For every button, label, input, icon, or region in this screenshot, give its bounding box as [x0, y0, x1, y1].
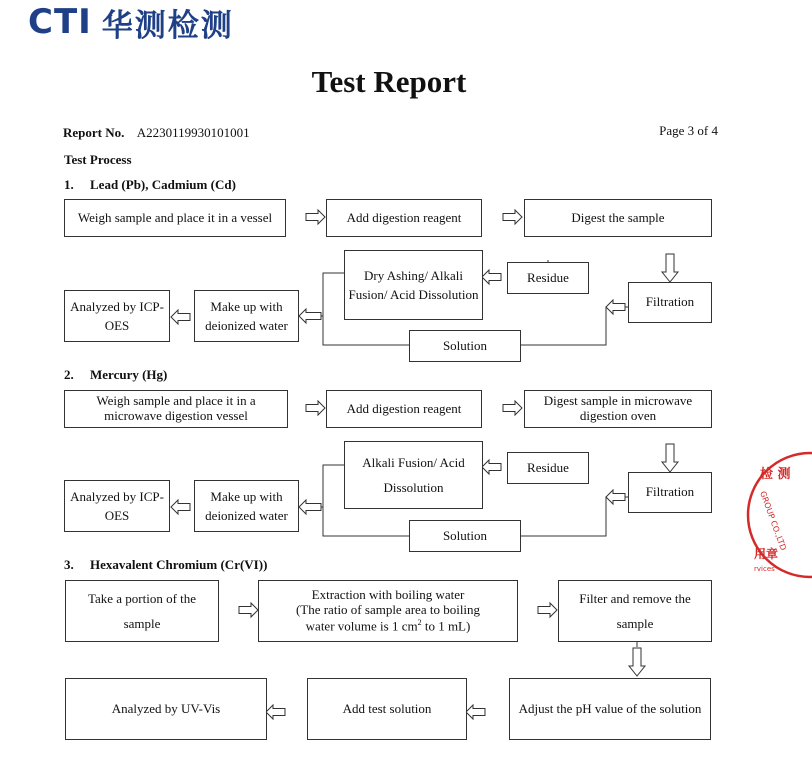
- section-1-number: 1.: [64, 177, 74, 192]
- flow3-add-test-solution-box: Add test solution: [307, 678, 467, 740]
- flow1-add-reagent-box: Add digestion reagent: [326, 199, 482, 237]
- stamp-text-2: GROUP CO.,LTD: [758, 489, 788, 552]
- flow2-solution-box: Solution: [409, 520, 521, 552]
- extraction-line-2: (The ratio of sample area to boiling: [295, 601, 481, 617]
- section-2-text: Mercury (Hg): [90, 367, 168, 382]
- flow1-analyzed-box: Analyzed by ICP-OES: [64, 290, 170, 342]
- page-indicator: Page 3 of 4: [659, 123, 718, 138]
- stamp-text-4: rvices: [754, 565, 775, 573]
- flow3-adjust-ph-box: Adjust the pH value of the solution: [509, 678, 711, 740]
- flow1-residue-box: Residue: [507, 262, 589, 294]
- extraction-superscript: 2: [417, 617, 422, 627]
- flow1-digest-box: Digest the sample: [524, 199, 712, 237]
- flow2-filtration-box: Filtration: [628, 472, 712, 513]
- report-number-label: Report No.: [63, 125, 125, 140]
- flow2-add-reagent-box: Add digestion reagent: [326, 390, 482, 428]
- flow2-analyzed-box: Analyzed by ICP-OES: [64, 480, 170, 532]
- report-number-value: A2230119930101001: [136, 125, 250, 140]
- section-2-number: 2.: [64, 367, 74, 382]
- flow1-solution-box: Solution: [409, 330, 521, 362]
- stamp-text-1: 检 测: [760, 467, 791, 482]
- section-3-text: Hexavalent Chromium (Cr(VI)): [90, 557, 268, 572]
- extraction-line-1: Extraction with boiling water: [311, 586, 465, 602]
- company-stamp-fragment: [752, 440, 812, 590]
- extraction-line-3a: water volume is 1 cm: [305, 618, 418, 634]
- logo-latin-text: CTI: [28, 2, 92, 42]
- logo-cjk-text: 华测检测: [101, 7, 234, 44]
- flow2-residue-box: Residue: [507, 452, 589, 484]
- page-title: Test Report: [311, 64, 467, 99]
- flow2-digest-box: Digest sample in microwave digestion oven: [524, 390, 712, 428]
- section-1-text: Lead (Pb), Cadmium (Cd): [90, 177, 236, 192]
- flow1-dry-ashing-box: Dry Ashing/ Alkali Fusion/ Acid Dissolution: [344, 250, 483, 320]
- flow1-makeup-box: Make up with deionized water: [194, 290, 299, 342]
- flow1-weigh-box: Weigh sample and place it in a vessel: [64, 199, 286, 237]
- flow3-filter-box: Filter and remove the sample: [558, 580, 712, 642]
- stamp-text-3: 用章: [754, 547, 779, 561]
- flow3-extraction-box: [258, 580, 518, 642]
- extraction-line-3: [306, 618, 471, 634]
- section-heading: Test Process: [64, 152, 132, 167]
- flow1-filtration-box: Filtration: [628, 282, 712, 323]
- flow3-take-portion-box: Take a portion of the sample: [65, 580, 219, 642]
- section-3-number: 3.: [64, 557, 74, 572]
- flow2-alkali-fusion-box: Alkali Fusion/ Acid Dissolution: [344, 441, 483, 509]
- flow2-makeup-box: Make up with deionized water: [194, 480, 299, 532]
- extraction-line-3b: to 1 mL): [421, 618, 471, 634]
- flow3-analyzed-box: Analyzed by UV-Vis: [65, 678, 267, 740]
- flow2-weigh-box: Weigh sample and place it in a microwave digestion vessel: [64, 390, 288, 428]
